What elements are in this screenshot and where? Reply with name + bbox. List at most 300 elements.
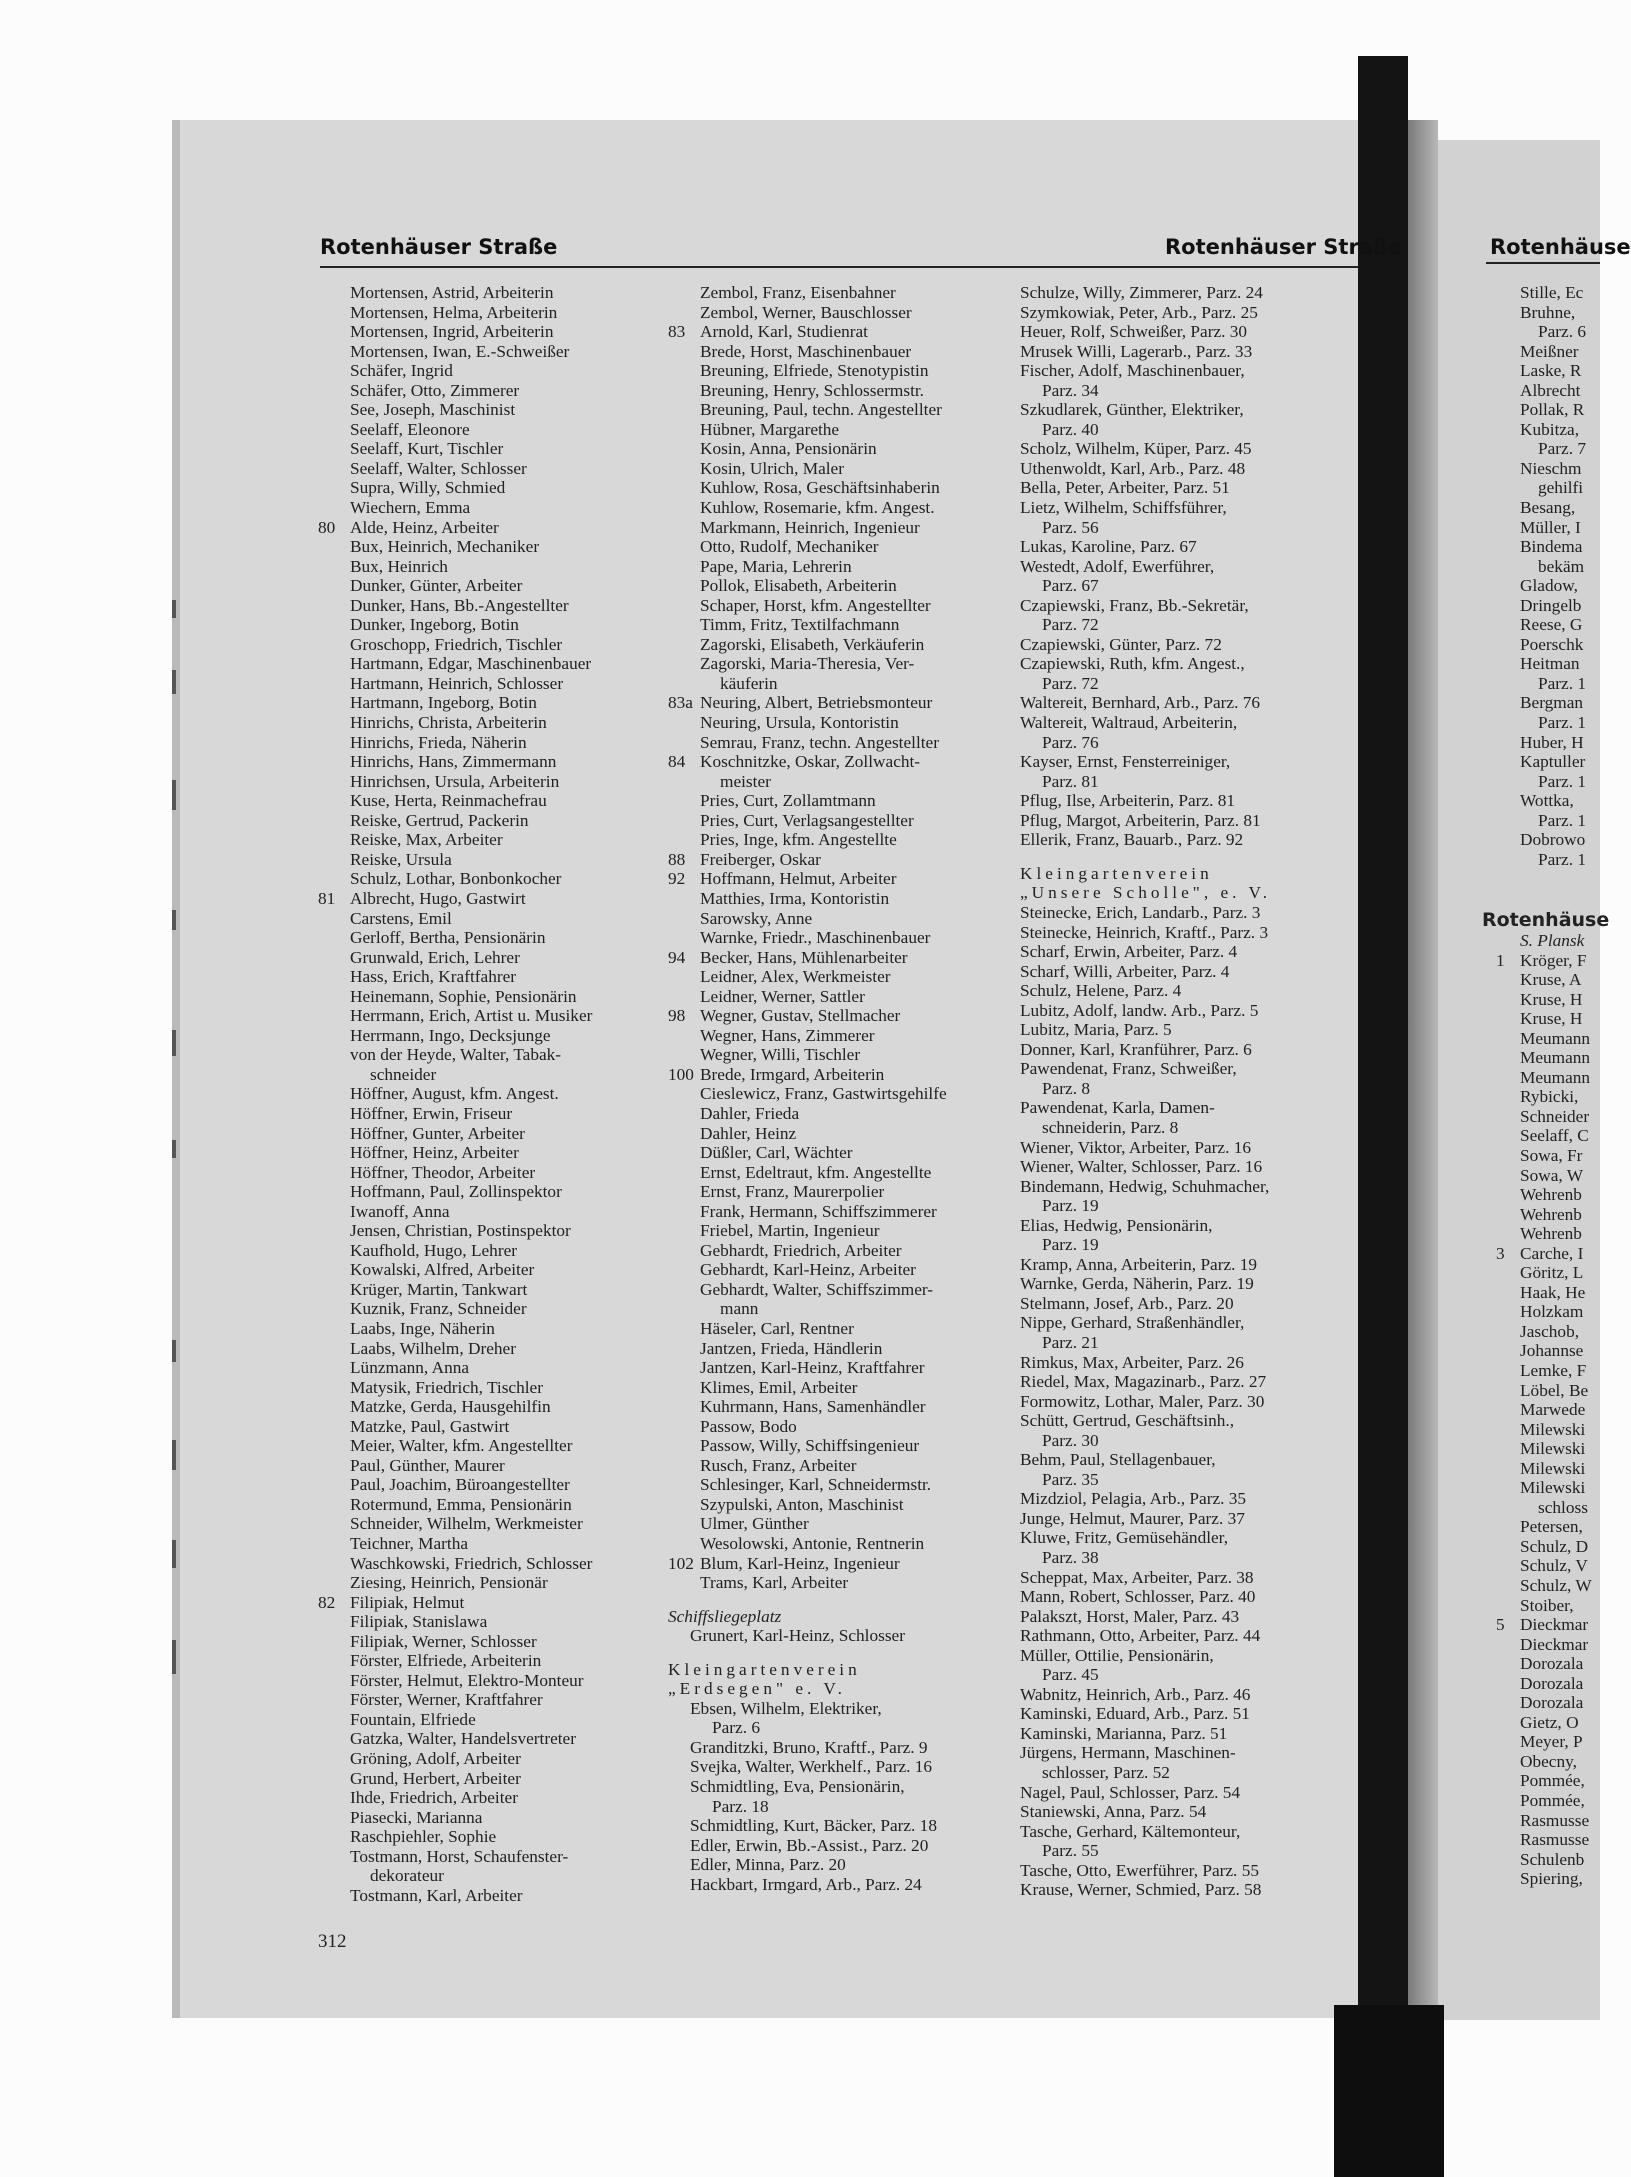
entry-text: Tostmann, Karl, Arbeiter [350, 1885, 523, 1905]
entry-text: Breuning, Elfriede, Stenotypistin [700, 361, 929, 381]
entry-text: Mann, Robert, Schlosser, Parz. 40 [1020, 1587, 1256, 1607]
entry-text: Schäfer, Ingrid [350, 361, 453, 381]
entry-text: Wottka, [1520, 791, 1574, 811]
entry-text: Supra, Willy, Schmied [350, 478, 506, 498]
entry-text: Herrmann, Erich, Artist u. Musiker [350, 1006, 593, 1026]
entry-text: Parz. 21 [1042, 1332, 1099, 1352]
entry-text: Mortensen, Ingrid, Arbeiterin [350, 322, 554, 342]
entry-text: Blum, Karl-Heinz, Ingenieur [700, 1553, 900, 1573]
spacer [1482, 883, 1600, 897]
entry-text: Parz. 1 [1538, 673, 1586, 693]
entry-text: Lietz, Wilhelm, Schiffsführer, [1020, 498, 1227, 518]
entry-text: Heinemann, Sophie, Pensionärin [350, 986, 577, 1006]
entry-text: Mizdziol, Pelagia, Arb., Parz. 35 [1020, 1489, 1247, 1509]
entry-text: Dobrowo [1520, 830, 1586, 850]
entry-text: Bindemann, Hedwig, Schuhmacher, [1020, 1176, 1270, 1196]
entry-text: Pommée, [1520, 1771, 1585, 1791]
list-item [1482, 1283, 1600, 1303]
entry-text: Schneider [1520, 1106, 1590, 1126]
entry-text: Waltereit, Waltraud, Arbeiterin, [1020, 713, 1238, 733]
entry-text: Hoffmann, Paul, Zollinspektor [350, 1182, 562, 1202]
entry-text: Krüger, Martin, Tankwart [350, 1279, 528, 1299]
entry-text: Hübner, Margarethe [700, 419, 840, 439]
entry-text: Paul, Günther, Maurer [350, 1455, 505, 1475]
entry-text: dekorateur [370, 1866, 444, 1886]
subsection-heading [1482, 931, 1600, 951]
entry-text: Nagel, Paul, Schlosser, Parz. 54 [1020, 1782, 1241, 1802]
entry-text: Parz. 1 [1538, 810, 1586, 830]
house-number: 88 [668, 849, 686, 869]
entry-text: Parz. 8 [1042, 1078, 1090, 1098]
entry-text: Lukas, Karoline, Parz. 67 [1020, 537, 1197, 557]
list-item [1482, 498, 1600, 518]
list-item [1482, 772, 1600, 792]
entry-text: Bergman [1520, 693, 1584, 713]
entry-text: Tasche, Otto, Ewerführer, Parz. 55 [1020, 1860, 1259, 1880]
entry-text: Pawendenat, Karla, Damen- [1020, 1098, 1215, 1118]
entry-text: Wiener, Walter, Schlosser, Parz. 16 [1020, 1157, 1263, 1177]
list-item [1482, 1478, 1600, 1498]
list-item [1482, 1048, 1600, 1068]
list-item [1482, 518, 1600, 538]
list-item [1482, 1107, 1600, 1127]
list-item [1482, 1009, 1600, 1029]
entry-text: Filipiak, Stanislawa [350, 1612, 488, 1632]
entry-text: Rasmusse [1520, 1830, 1590, 1850]
entry-text: Filipiak, Werner, Schlosser [350, 1631, 537, 1651]
list-item [1482, 342, 1600, 362]
list-item [1482, 713, 1600, 733]
entry-text: „Erdsegen" e. V. [668, 1679, 846, 1699]
entry-text: Otto, Rudolf, Mechaniker [700, 537, 879, 557]
entry-text: Formowitz, Lothar, Maler, Parz. 30 [1020, 1391, 1265, 1411]
list-item [1482, 1205, 1600, 1225]
entry-text: Reiske, Max, Arbeiter [350, 830, 503, 850]
entry-text: Jantzen, Karl-Heinz, Kraftfahrer [700, 1358, 925, 1378]
entry-text: S. Plansk [1520, 930, 1585, 950]
entry-text: Edler, Minna, Parz. 20 [690, 1855, 846, 1875]
list-item [1482, 322, 1600, 342]
entry-text: Kuse, Herta, Reinmachefrau [350, 791, 547, 811]
list-item [1482, 537, 1600, 557]
list-item [1482, 1263, 1600, 1283]
entry-text: schlosser, Parz. 52 [1042, 1763, 1170, 1783]
entry-text: Ziesing, Heinrich, Pensionär [350, 1573, 548, 1593]
entry-text: Krause, Werner, Schmied, Parz. 58 [1020, 1880, 1262, 1900]
list-item [1482, 990, 1600, 1010]
list-item [1482, 1400, 1600, 1420]
entry-text: Piasecki, Marianna [350, 1807, 483, 1827]
entry-text: Leidner, Alex, Werkmeister [700, 967, 891, 987]
house-number: 82 [318, 1592, 336, 1612]
house-number: 1 [1496, 950, 1505, 970]
entry-text: Schulenb [1520, 1849, 1585, 1869]
house-number: 5 [1496, 1615, 1505, 1635]
list-item [1482, 635, 1600, 655]
entry-text: Schmidtling, Kurt, Bäcker, Parz. 18 [690, 1816, 937, 1836]
entry-text: Marwede [1520, 1400, 1586, 1420]
list-item [1482, 693, 1600, 713]
entry-text: Hinrichs, Hans, Zimmermann [350, 752, 557, 772]
list-item [1482, 1830, 1600, 1850]
entry-text: Gebhardt, Karl-Heinz, Arbeiter [700, 1260, 916, 1280]
entry-text: Laabs, Inge, Näherin [350, 1318, 495, 1338]
list-item [1482, 361, 1600, 381]
entry-text: Matysik, Friedrich, Tischler [350, 1377, 543, 1397]
entry-text: Schäfer, Otto, Zimmerer [350, 380, 520, 400]
entry-text: Seelaff, Eleonore [350, 419, 470, 439]
page-header-right: Rotenhäuser Straße [1165, 235, 1403, 259]
entry-text: Szymkowiak, Peter, Arb., Parz. 25 [1020, 302, 1258, 322]
entry-text: Gladow, [1520, 576, 1578, 596]
entry-text: Palakszt, Horst, Maler, Parz. 43 [1020, 1606, 1240, 1626]
entry-text: Parz. 34 [1042, 380, 1099, 400]
list-item [1482, 1439, 1600, 1459]
entry-text: Kayser, Ernst, Fensterreiniger, [1020, 752, 1231, 772]
entry-text: Parz. 56 [1042, 517, 1099, 537]
entry-text: Czapiewski, Ruth, kfm. Angest., [1020, 654, 1245, 674]
entry-text: Stoiber, [1520, 1595, 1574, 1615]
entry-text: Hinrichs, Christa, Arbeiterin [350, 713, 547, 733]
entry-text: Huber, H [1520, 732, 1584, 752]
entry-text: Sarowsky, Anne [700, 908, 813, 928]
entry-text: Heuer, Rolf, Schweißer, Parz. 30 [1020, 322, 1248, 342]
list-item [1482, 1126, 1600, 1146]
list-item [1482, 1420, 1600, 1440]
entry-text: Bindema [1520, 537, 1583, 557]
list-item [1482, 1517, 1600, 1537]
entry-text: Groschopp, Friedrich, Tischler [350, 634, 563, 654]
house-number: 3 [1496, 1243, 1505, 1263]
entry-text: Parz. 6 [1538, 322, 1586, 342]
list-item [1482, 1166, 1600, 1186]
entry-text: Kuznik, Franz, Schneider [350, 1299, 527, 1319]
entry-text: Markmann, Heinrich, Ingenieur [700, 517, 920, 537]
entry-text: Parz. 55 [1042, 1841, 1099, 1861]
entry-text: Parz. 40 [1042, 419, 1099, 439]
entry-text: Kaptuller [1520, 752, 1586, 772]
entry-text: Nippe, Gerhard, Straßenhändler, [1020, 1313, 1245, 1333]
entry-text: Höffner, Heinz, Arbeiter [350, 1143, 519, 1163]
entry-text: Zembol, Werner, Bauschlosser [700, 302, 912, 322]
entry-text: Mortensen, Astrid, Arbeiterin [350, 283, 554, 302]
header-rule [320, 266, 1358, 268]
list-item [1482, 951, 1600, 971]
entry-text: Seelaff, Walter, Schlosser [350, 458, 527, 478]
entry-text: Ernst, Edeltraut, kfm. Angestellte [700, 1162, 932, 1182]
entry-text: Leidner, Werner, Sattler [700, 986, 865, 1006]
entry-text: „Unsere Scholle", e. V. [1020, 883, 1272, 903]
entry-text: Freiberger, Oskar [700, 849, 821, 869]
entry-text: Granditzki, Bruno, Kraftf., Parz. 9 [690, 1737, 928, 1757]
entry-text: Czapiewski, Franz, Bb.-Sekretär, [1020, 595, 1249, 615]
lower-spine-shadow [1334, 2005, 1444, 2177]
entry-text: Matzke, Paul, Gastwirt [350, 1416, 510, 1436]
entry-text: Parz. 18 [712, 1796, 769, 1816]
entry-text: Dunker, Hans, Bb.-Angestellter [350, 595, 569, 615]
entry-text: Westedt, Adolf, Ewerführer, [1020, 556, 1215, 576]
entry-text: Sowa, Fr [1520, 1145, 1583, 1165]
entry-text: Dunker, Günter, Arbeiter [350, 576, 523, 596]
entry-text: Ernst, Franz, Maurerpolier [700, 1182, 885, 1202]
entry-text: Kröger, F [1520, 950, 1587, 970]
entry-text: Herrmann, Ingo, Decksjunge [350, 1025, 551, 1045]
binding-marks [172, 580, 186, 1700]
entry-text: Albrecht [1520, 380, 1581, 400]
entry-text: Parz. 1 [1538, 713, 1586, 733]
list-item [1482, 381, 1600, 401]
entry-text: Scharf, Willi, Arbeiter, Parz. 4 [1020, 961, 1230, 981]
entry-text: von der Heyde, Walter, Tabak- [350, 1045, 562, 1065]
entry-text: Wabnitz, Heinrich, Arb., Parz. 46 [1020, 1684, 1251, 1704]
entry-text: Lünzmann, Anna [350, 1358, 470, 1378]
list-item [1482, 1087, 1600, 1107]
entry-text: Milewski [1520, 1478, 1586, 1498]
entry-text: Becker, Hans, Mühlenarbeiter [700, 947, 908, 967]
entry-text: Mrusek Willi, Lagerarb., Parz. 33 [1020, 341, 1253, 361]
entry-text: Parz. 35 [1042, 1469, 1099, 1489]
entry-text: Jantzen, Frieda, Händlerin [700, 1338, 883, 1358]
entry-text: Kruse, A [1520, 970, 1582, 990]
entry-text: schneiderin, Parz. 8 [1042, 1117, 1179, 1137]
entry-text: Scholz, Wilhelm, Küper, Parz. 45 [1020, 439, 1252, 459]
entry-text: Pries, Inge, kfm. Angestellte [700, 830, 897, 850]
list-item [1482, 1537, 1600, 1557]
list-item [1482, 1615, 1600, 1635]
house-number: 83 [668, 322, 686, 342]
entry-text: Waschkowski, Friedrich, Schlosser [350, 1553, 593, 1573]
list-item [1482, 1850, 1600, 1870]
entry-text: Cieslewicz, Franz, Gastwirtsgehilfe [700, 1084, 947, 1104]
entry-text: Gebhardt, Walter, Schiffszimmer- [700, 1279, 934, 1299]
entry-text: Wiener, Viktor, Arbeiter, Parz. 16 [1020, 1137, 1252, 1157]
entry-text: Dieckmar [1520, 1615, 1589, 1635]
list-item [1482, 1869, 1600, 1889]
entry-text: Elias, Hedwig, Pensionärin, [1020, 1215, 1213, 1235]
entry-text: Kuhlow, Rosemarie, kfm. Angest. [700, 498, 935, 518]
list-item [1482, 1654, 1600, 1674]
next-page-header: Rotenhäuse [1490, 235, 1631, 259]
entry-text: Meyer, P [1520, 1732, 1583, 1752]
entry-text: Scharf, Erwin, Arbeiter, Parz. 4 [1020, 942, 1238, 962]
entry-text: Kluwe, Fritz, Gemüsehändler, [1020, 1528, 1229, 1548]
entry-text: Höffner, Theodor, Arbeiter [350, 1162, 536, 1182]
house-number: 100 [668, 1064, 694, 1084]
entry-text: Kaminski, Eduard, Arb., Parz. 51 [1020, 1704, 1250, 1724]
entry-text: Höffner, Erwin, Friseur [350, 1103, 513, 1123]
list-item [1482, 752, 1600, 772]
entry-text: Dieckmar [1520, 1634, 1589, 1654]
entry-text: Uthenwoldt, Karl, Arb., Parz. 48 [1020, 458, 1246, 478]
entry-text: Schneider, Wilhelm, Werkmeister [350, 1514, 583, 1534]
entry-text: Schulz, W [1520, 1576, 1592, 1595]
list-item [1482, 830, 1600, 850]
page-header-left: Rotenhäuser Straße [320, 235, 558, 259]
entry-text: Passow, Bodo [700, 1416, 797, 1436]
entry-text: Bella, Peter, Arbeiter, Parz. 51 [1020, 478, 1230, 498]
entry-text: Laske, R [1520, 361, 1582, 381]
list-item [1482, 1459, 1600, 1479]
list-item [1482, 1146, 1600, 1166]
entry-text: Reiske, Ursula [350, 849, 452, 869]
list-item [1482, 283, 1600, 303]
entry-text: Neuring, Ursula, Kontoristin [700, 713, 899, 733]
entry-text: Czapiewski, Günter, Parz. 72 [1020, 634, 1222, 654]
list-item [1482, 1381, 1600, 1401]
entry-text: Meumann [1520, 1048, 1591, 1068]
entry-text: Poerschk [1520, 634, 1584, 654]
entry-text: Löbel, Be [1520, 1380, 1589, 1400]
entry-text: Heitman [1520, 654, 1580, 674]
spacer [1482, 869, 1600, 883]
entry-text: Dringelb [1520, 595, 1582, 615]
entry-text: Parz. 38 [1042, 1548, 1099, 1567]
entry-text: Hackbart, Irmgard, Arb., Parz. 24 [690, 1874, 922, 1894]
entry-text: Höffner, August, kfm. Angest. [350, 1084, 559, 1104]
entry-text: Förster, Elfriede, Arbeiterin [350, 1651, 542, 1671]
list-item [1482, 1576, 1600, 1596]
entry-text: Pommée, [1520, 1791, 1585, 1811]
entry-text: Schulz, Helene, Parz. 4 [1020, 981, 1182, 1001]
list-item [1482, 439, 1600, 459]
entry-text: Pollak, R [1520, 400, 1585, 420]
list-item [1482, 400, 1600, 420]
entry-text: Wehrenb [1520, 1185, 1582, 1205]
list-item [1482, 1752, 1600, 1772]
entry-text: Sowa, W [1520, 1165, 1584, 1185]
entry-text: Milewski [1520, 1419, 1586, 1439]
entry-text: Scheppat, Max, Arbeiter, Parz. 38 [1020, 1567, 1254, 1587]
entry-text: Lemke, F [1520, 1360, 1587, 1380]
entry-text: Meumann [1520, 1067, 1591, 1087]
entry-text: Mortensen, Iwan, E.-Schweißer [350, 341, 570, 361]
list-item [1482, 1029, 1600, 1049]
entry-text: Parz. 45 [1042, 1665, 1099, 1685]
entry-text: Trams, Karl, Arbeiter [700, 1573, 849, 1593]
entry-text: Dorozala [1520, 1673, 1584, 1693]
entry-text: Schmidtling, Eva, Pensionärin, [690, 1777, 905, 1797]
entry-text: gehilfi [1538, 478, 1584, 498]
entry-text: Teichner, Martha [350, 1534, 469, 1553]
entry-text: Rybicki, [1520, 1087, 1579, 1107]
entry-text: schloss [1538, 1497, 1588, 1517]
entry-text: Svejka, Walter, Werkhelf., Parz. 16 [690, 1757, 933, 1777]
entry-text: schneider [370, 1064, 437, 1084]
house-number: 92 [668, 869, 686, 889]
entry-text: Parz. 72 [1042, 673, 1099, 693]
list-item [1482, 811, 1600, 831]
list-item [1482, 1302, 1600, 1322]
entry-text: Warnke, Friedr., Maschinenbauer [700, 928, 931, 948]
entry-text: Neuring, Albert, Betriebsmonteur [700, 693, 933, 713]
list-item [1482, 1635, 1600, 1655]
entry-text: Parz. 30 [1042, 1430, 1099, 1450]
entry-text: Frank, Hermann, Schiffszimmerer [700, 1201, 937, 1221]
list-item [1482, 596, 1600, 616]
entry-text: Brede, Horst, Maschinenbauer [700, 341, 912, 361]
entry-text: Seelaff, Kurt, Tischler [350, 439, 504, 459]
entry-text: Göritz, L [1520, 1263, 1584, 1283]
entry-text: Schulz, D [1520, 1536, 1589, 1556]
entry-text: Iwanoff, Anna [350, 1201, 450, 1221]
street-heading [1482, 909, 1610, 932]
entry-text: Klimes, Emil, Arbeiter [700, 1377, 858, 1397]
entry-text: Steinecke, Heinrich, Kraftf., Parz. 3 [1020, 922, 1269, 942]
entry-text: Dahler, Heinz [700, 1123, 797, 1143]
entry-text: Stille, Ec [1520, 283, 1584, 302]
entry-text: Düßler, Carl, Wächter [700, 1143, 853, 1163]
entry-text: Parz. 67 [1042, 576, 1099, 596]
entry-text: Behm, Paul, Stellagenbauer, [1020, 1450, 1216, 1470]
entry-text: Fountain, Elfriede [350, 1709, 476, 1729]
entry-text: Kleingartenverein [1020, 863, 1213, 883]
entry-text: Haak, He [1520, 1282, 1586, 1302]
entry-text: Riedel, Max, Magazinarb., Parz. 27 [1020, 1372, 1267, 1392]
entry-text: Tasche, Gerhard, Kältemonteur, [1020, 1821, 1241, 1841]
entry-text: Reese, G [1520, 615, 1583, 635]
entry-text: Fischer, Adolf, Maschinenbauer, [1020, 361, 1245, 381]
entry-text: Filipiak, Helmut [350, 1592, 465, 1612]
entry-text: Schiffsliegeplatz [668, 1606, 782, 1626]
entry-text: Grund, Herbert, Arbeiter [350, 1768, 521, 1788]
entry-text: bekäm [1538, 556, 1585, 576]
list-item [1482, 1361, 1600, 1381]
list-item [1482, 1341, 1600, 1361]
list-item [1482, 1068, 1600, 1088]
list-item [1482, 1732, 1600, 1752]
entry-text: Gatzka, Walter, Handelsvertreter [350, 1729, 576, 1749]
entry-text: Milewski [1520, 1458, 1586, 1478]
entry-text: Schlesinger, Karl, Schneidermstr. [700, 1475, 932, 1495]
entry-text: Obecny, [1520, 1751, 1577, 1771]
page-number: 312 [318, 1931, 347, 1952]
entry-text: Kramp, Anna, Arbeiterin, Parz. 19 [1020, 1254, 1258, 1274]
house-number: 84 [668, 752, 686, 772]
entry-text: Wehrenb [1520, 1204, 1582, 1224]
entry-text: Wegner, Gustav, Stellmacher [700, 1006, 901, 1026]
entry-text: Pflug, Margot, Arbeiterin, Parz. 81 [1020, 810, 1261, 830]
entry-text: Schulz, Lothar, Bonbonkocher [350, 869, 562, 889]
entry-text: Pollok, Elisabeth, Arbeiterin [700, 576, 897, 596]
list-item [1482, 1185, 1600, 1205]
list-item [1482, 557, 1600, 577]
entry-text: Warnke, Gerda, Näherin, Parz. 19 [1020, 1274, 1254, 1294]
entry-text: Breuning, Paul, techn. Angestellter [700, 400, 942, 420]
list-item [1482, 1674, 1600, 1694]
entry-text: Breuning, Henry, Schlossermstr. [700, 380, 924, 400]
list-item [1482, 1791, 1600, 1811]
entry-text: Albrecht, Hugo, Gastwirt [350, 888, 526, 908]
entry-text: Schulze, Willy, Zimmerer, Parz. 24 [1020, 283, 1263, 302]
entry-text: Ebsen, Wilhelm, Elektriker, [690, 1698, 882, 1718]
entry-text: Hartmann, Heinrich, Schlosser [350, 673, 564, 693]
entry-text: Rimkus, Max, Arbeiter, Parz. 26 [1020, 1352, 1244, 1372]
entry-text: Ihde, Friedrich, Arbeiter [350, 1788, 518, 1808]
list-item [1482, 420, 1600, 440]
entry-text: Tostmann, Horst, Schaufenster- [350, 1846, 569, 1866]
entry-text: Parz. 7 [1538, 439, 1586, 459]
list-item [1482, 1811, 1600, 1831]
list-item [1482, 733, 1600, 753]
entry-text: Zembol, Franz, Eisenbahner [700, 283, 896, 302]
entry-text: Timm, Fritz, Textilfachmann [700, 615, 900, 635]
entry-text: Edler, Erwin, Bb.-Assist., Parz. 20 [690, 1835, 929, 1855]
entry-text: Kuhrmann, Hans, Samenhändler [700, 1397, 926, 1417]
list-item [1482, 1322, 1600, 1342]
entry-text: Nieschm [1520, 458, 1582, 478]
entry-text: Parz. 81 [1042, 771, 1099, 791]
entry-text: See, Joseph, Maschinist [350, 400, 516, 420]
